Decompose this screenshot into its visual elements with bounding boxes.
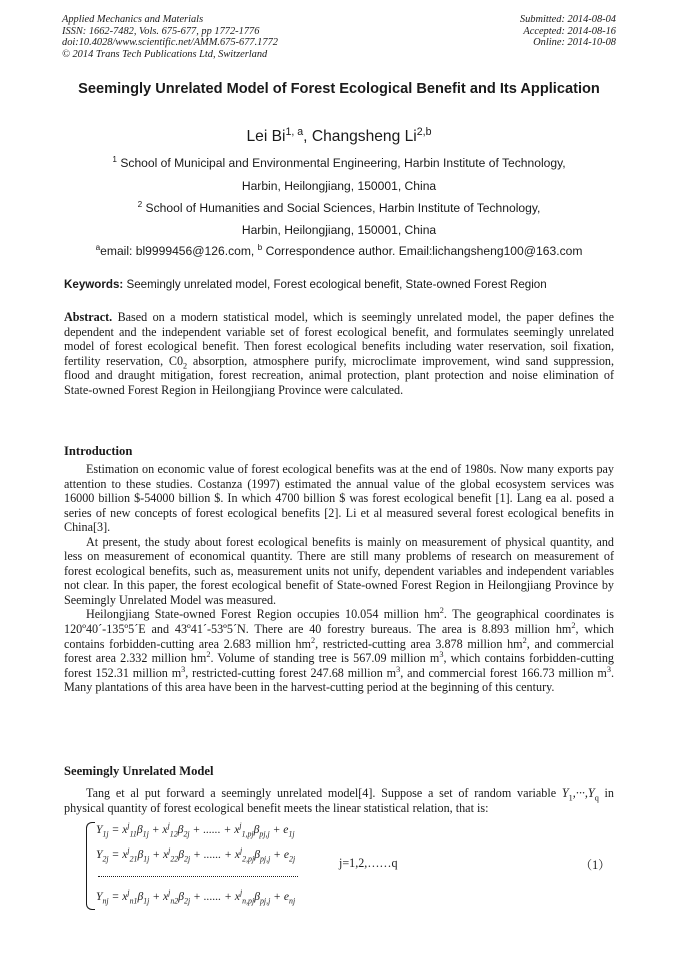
eq3-t2: n2	[170, 896, 179, 906]
eq3-dots: + ...... + x	[190, 890, 240, 903]
eq-sup: j	[127, 888, 130, 898]
p3-sup: 3	[606, 664, 611, 674]
eq-sup: j	[168, 846, 171, 856]
author-2-sup: 2,b	[416, 125, 432, 138]
eq3-b1: 1j	[143, 896, 150, 906]
eq2-y-sub: 2j	[102, 854, 109, 864]
eq3-b3: pj,j	[259, 896, 271, 906]
model-var-sub: 1	[568, 793, 573, 803]
online-date: Online: 2014-10-08	[533, 37, 616, 49]
email-sup-b: b	[257, 242, 263, 252]
p3-sup: 2	[439, 606, 444, 616]
abstract-text-1: Based on a modern statistical model, which is seemingly unrelated model, the paper defines the dependent and the independent variable set of forest ecological benefit, and formulates seemingly unrelated model of forest ecological benefit. Then forest ecological benefits including water reservation, soil fixation, fertility reservation, C0	[64, 310, 614, 368]
equation-row-3: $Y_{nj} = x^j_{n1}\beta_{1j} + x^j_{n2}\beta_{2j}$ + ...... + $x^j_{n,pj}\beta_{pj,j} + e_{nj}$	[96, 888, 296, 906]
email-a[interactable]: email: bl9999456@126.com,	[100, 244, 258, 258]
paper-title: Seemingly Unrelated Model of Forest Ecological Benefit and Its Application	[78, 81, 600, 97]
model-var-mid: ,···,Y	[572, 786, 595, 800]
eq1-y-sub: 1j	[102, 829, 109, 839]
eq3-t3: n,pj	[242, 896, 255, 906]
affiliation-2-line-1	[0, 201, 678, 215]
equation-brace	[86, 822, 95, 910]
equation-ellipsis-line	[98, 876, 298, 877]
eq2-b3: pj,j	[259, 854, 271, 864]
eq1-eq: = x	[108, 823, 128, 836]
equation-row-1: $Y_{1j} = x^j_{11}\beta_{1j} + x^j_{12}\beta_{2j}$ + ...... + $x^j_{1,pj}\beta_{pj,j} + e_{1j}$	[96, 821, 295, 839]
email-b[interactable]: Correspondence author. Email:lichangsheng100@163.com	[262, 244, 583, 258]
eq3-t1: n1	[129, 896, 138, 906]
aff1-sup: 1	[112, 154, 117, 164]
intro-paragraph-2: At present, the study about forest ecological benefits is mainly on measurement of physical quantity, and less on measurement of economical quantity. There are still many problems of research on measurement of forest ecological benefits, such as, measurement units not unify, dependent variables and independent variables not clear. In this paper, the forest ecological benefit of State-owned Forest Region in Heilongjiang Province by Seemingly Unrelated Model was measured.	[64, 534, 614, 607]
author-sep: ,	[303, 128, 312, 145]
p3-sup: 2	[310, 635, 316, 645]
accepted-date: Accepted: 2014-08-16	[523, 25, 616, 37]
eq2-b2: 2j	[184, 854, 191, 864]
eq2-t1: 21	[129, 854, 138, 864]
eq3-b2: 2j	[184, 896, 191, 906]
eq3-y-sub: nj	[102, 896, 109, 906]
journal-header-left	[62, 14, 278, 60]
eq2-e: 2j	[289, 854, 296, 864]
affiliation-1-line-1	[0, 156, 678, 170]
eq2-eq: = x	[108, 848, 128, 861]
p3-sup: 2	[571, 620, 576, 630]
p3-sup: 3	[439, 650, 444, 660]
p3-i: , and commercial forest 166.73 million m	[400, 665, 607, 680]
affiliation-2-line-2: Harbin, Heilongjiang, 150001, China	[241, 223, 437, 237]
eq1-y: Y	[96, 823, 103, 836]
eq1-b1: 1j	[142, 829, 149, 839]
eq3-e: nj	[289, 896, 296, 906]
p3-e: , and commercial forest area 2.332 million hm	[64, 636, 614, 666]
eq2-dots: + ...... + x	[190, 848, 240, 861]
p3-f: . Volume of standing tree is 567.09 million m	[210, 651, 440, 666]
p3-d: , restricted-cutting area 3.878 million hm	[315, 636, 523, 651]
eq2-y: Y	[96, 848, 103, 861]
email-line	[0, 244, 678, 258]
model-p1-a: Tang et al put forward a seemingly unrelated model[4]. Suppose a set of random variable	[86, 786, 562, 800]
eq1-b3: pj,j	[259, 829, 270, 839]
intro-paragraph-3	[64, 607, 614, 694]
p3-g: , which contains forbidden-cutting forest 152.31 million m	[64, 651, 614, 680]
eq-sup: j	[239, 821, 242, 831]
email-sup-a: a	[95, 242, 101, 252]
eq1-e: 1j	[288, 829, 295, 839]
eq-sup: j	[127, 846, 130, 856]
eq2-b1: 1j	[143, 854, 150, 864]
eq3-eq: = x	[108, 890, 128, 903]
model-paragraph-1	[64, 786, 614, 815]
p3-h: , restricted-cutting forest 247.68 million m	[185, 665, 397, 680]
journal-copyright: © 2014 Trans Tech Publications Ltd, Switzerland	[62, 48, 268, 60]
intro-paragraph-1: Estimation on economic value of forest ecological benefits was at the end of 1980s. Now many exports pay attention to these studies. Costanza (1997) estimated the annual value of the global ecosystem services was 16000 billion $-54000 billion $. In which 4700 billion $ was forest ecological benefit [1]. Lang ea al. posed a series of new concepts of forest ecological benefits [2]. Li et al measured several forest ecological benefits in China[3].	[64, 462, 614, 535]
affiliation-1-line-2: Harbin, Heilongjiang, 150001, China	[241, 179, 437, 193]
p3-j: . Many plantations of this area have been in the harvest-cutting period at the beginning of this century.	[64, 665, 615, 695]
abstract	[64, 310, 614, 397]
author-1-sup: 1, a	[285, 125, 304, 138]
abstract-label: Abstract.	[64, 310, 113, 324]
equation-row-2: $Y_{2j} = x^j_{21}\beta_{1j} + x^j_{22}\beta_{2j}$ + ...... + $x^j_{2,pj}\beta_{pj,j} + e_{2j}$	[96, 846, 296, 864]
aff2-text: School of Humanities and Social Sciences, Harbin Institute of Technology,	[142, 201, 541, 215]
author-1: Lei Bi	[246, 128, 286, 145]
abstract-sub: 2	[183, 361, 188, 371]
p3-sup: 3	[396, 664, 401, 674]
eq-sup: j	[239, 888, 243, 898]
p3-c: , which contains forbidden-cutting area 2.683 million hm	[64, 622, 614, 651]
model-body	[64, 786, 614, 815]
keywords	[64, 278, 624, 291]
eq2-t3: 2,pj	[242, 854, 255, 864]
aff1-text: School of Municipal and Environmental Engineering, Harbin Institute of Technology,	[116, 156, 566, 170]
keywords-label: Keywords:	[64, 278, 124, 291]
journal-doi: doi:10.4028/www.scientific.net/AMM.675-677.1772	[62, 37, 278, 49]
journal-header-right	[520, 14, 616, 49]
model-var-subq: q	[594, 793, 599, 803]
author-line	[0, 125, 678, 146]
eq1-t3: 1,pj	[241, 829, 254, 839]
eq-sup: j	[167, 821, 170, 831]
eq3-y: Y	[96, 890, 103, 903]
p3-sup: 2	[206, 650, 211, 660]
eq1-t2: 12	[169, 829, 178, 839]
eq-sup: j	[239, 846, 243, 856]
aff2-sup: 2	[137, 199, 143, 209]
submitted-date: Submitted: 2014-08-04	[519, 14, 616, 25]
model-var: Y	[561, 786, 569, 800]
keywords-text: Seemingly unrelated model, Forest ecological benefit, State-owned Forest Region	[123, 278, 547, 291]
model-p1-b: in physical quantity of forest ecological benefit meets the linear statistical relation, that is:	[64, 786, 614, 815]
abstract-text-2: absorption, atmosphere purify, microclimate improvement, wind sand suppression, flood and draught mitigation, forest recreation, animal protection, plant protection and noise elimination of State-owned Forest Region in Heilongjiang Province were calculated.	[64, 353, 614, 397]
eq2-t2: 22	[170, 854, 179, 864]
p3-a: Heilongjiang State-owned Forest Region occupies 10.054 million hm	[86, 607, 440, 622]
p3-b: . The geographical coordinates is 120º40´-135º5´E and 43º41´-53º5´N. There are 40 forestry bureaus. The area is 8.893 million hm	[64, 607, 614, 637]
p3-sup: 3	[181, 664, 186, 674]
eq1-dots: + ...... + x	[189, 823, 240, 836]
eq1-b2: 2j	[183, 829, 190, 839]
journal-issn: ISSN: 1662-7482, Vols. 675-677, pp 1772-1776	[62, 25, 260, 37]
introduction-body	[64, 462, 614, 695]
author-2: Changsheng Li	[311, 128, 417, 145]
eq1-t1: 11	[129, 829, 137, 839]
equation-number: （1）	[580, 858, 611, 872]
eq-sup: j	[168, 888, 171, 898]
p3-sup: 2	[522, 635, 527, 645]
equation-condition: j=1,2,……q	[339, 856, 398, 870]
eq-sup: j	[127, 821, 130, 831]
journal-name: Applied Mechanics and Materials	[62, 14, 204, 25]
section-heading-model: Seemingly Unrelated Model	[64, 764, 214, 778]
section-heading-introduction: Introduction	[64, 444, 133, 458]
